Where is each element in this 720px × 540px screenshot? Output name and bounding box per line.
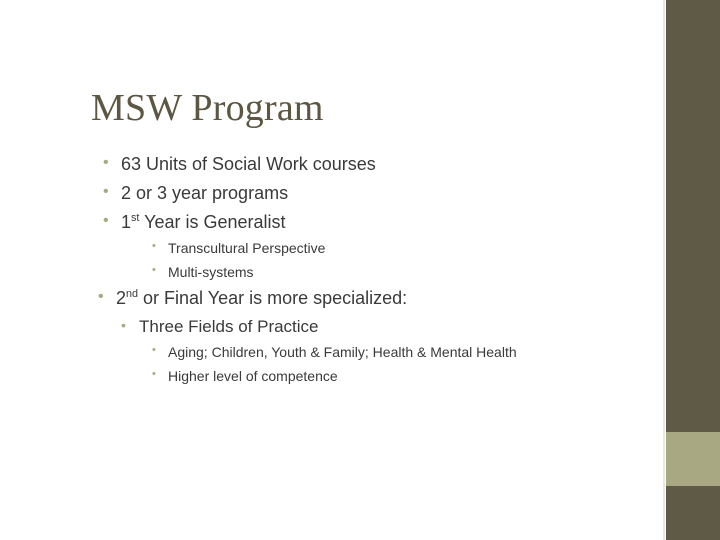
bullet-text: 1st Year is Generalist — [121, 212, 286, 232]
bullet-item — [152, 344, 517, 360]
bullet-dot-icon: • — [152, 368, 156, 380]
bullet-dot-icon: • — [152, 264, 156, 276]
bullet-text: 2 or 3 year programs — [121, 183, 289, 203]
bullet-dot-icon: • — [152, 240, 156, 252]
bullet-dot-icon: • — [121, 317, 126, 333]
bullet-text: Higher level of competence — [168, 368, 338, 384]
bullet-text: Three Fields of Practice — [139, 317, 319, 336]
sidebar-divider-line — [663, 0, 665, 540]
bullet-item — [103, 183, 288, 204]
bullet-dot-icon: • — [103, 212, 109, 229]
bullet-text: Multi-systems — [168, 264, 254, 280]
bullet-item — [103, 212, 286, 233]
bullet-item — [152, 240, 325, 256]
slide-title: MSW Program — [91, 87, 324, 129]
bullet-dot-icon: • — [98, 288, 104, 305]
bullet-dot-icon: • — [103, 183, 109, 200]
bullet-item — [98, 288, 407, 309]
bullet-item — [152, 368, 338, 384]
sidebar-accent-light — [666, 432, 720, 486]
bullet-item — [103, 154, 376, 175]
bullet-dot-icon: • — [152, 344, 156, 356]
bullet-text: Transcultural Perspective — [168, 240, 326, 256]
bullet-item — [152, 264, 254, 280]
bullet-text: 2nd or Final Year is more specialized: — [116, 288, 408, 308]
bullet-item — [121, 317, 319, 337]
bullet-dot-icon: • — [103, 154, 109, 171]
bullet-text: 63 Units of Social Work courses — [121, 154, 376, 174]
bullet-text: Aging; Children, Youth & Family; Health & Mental Health — [168, 344, 517, 360]
